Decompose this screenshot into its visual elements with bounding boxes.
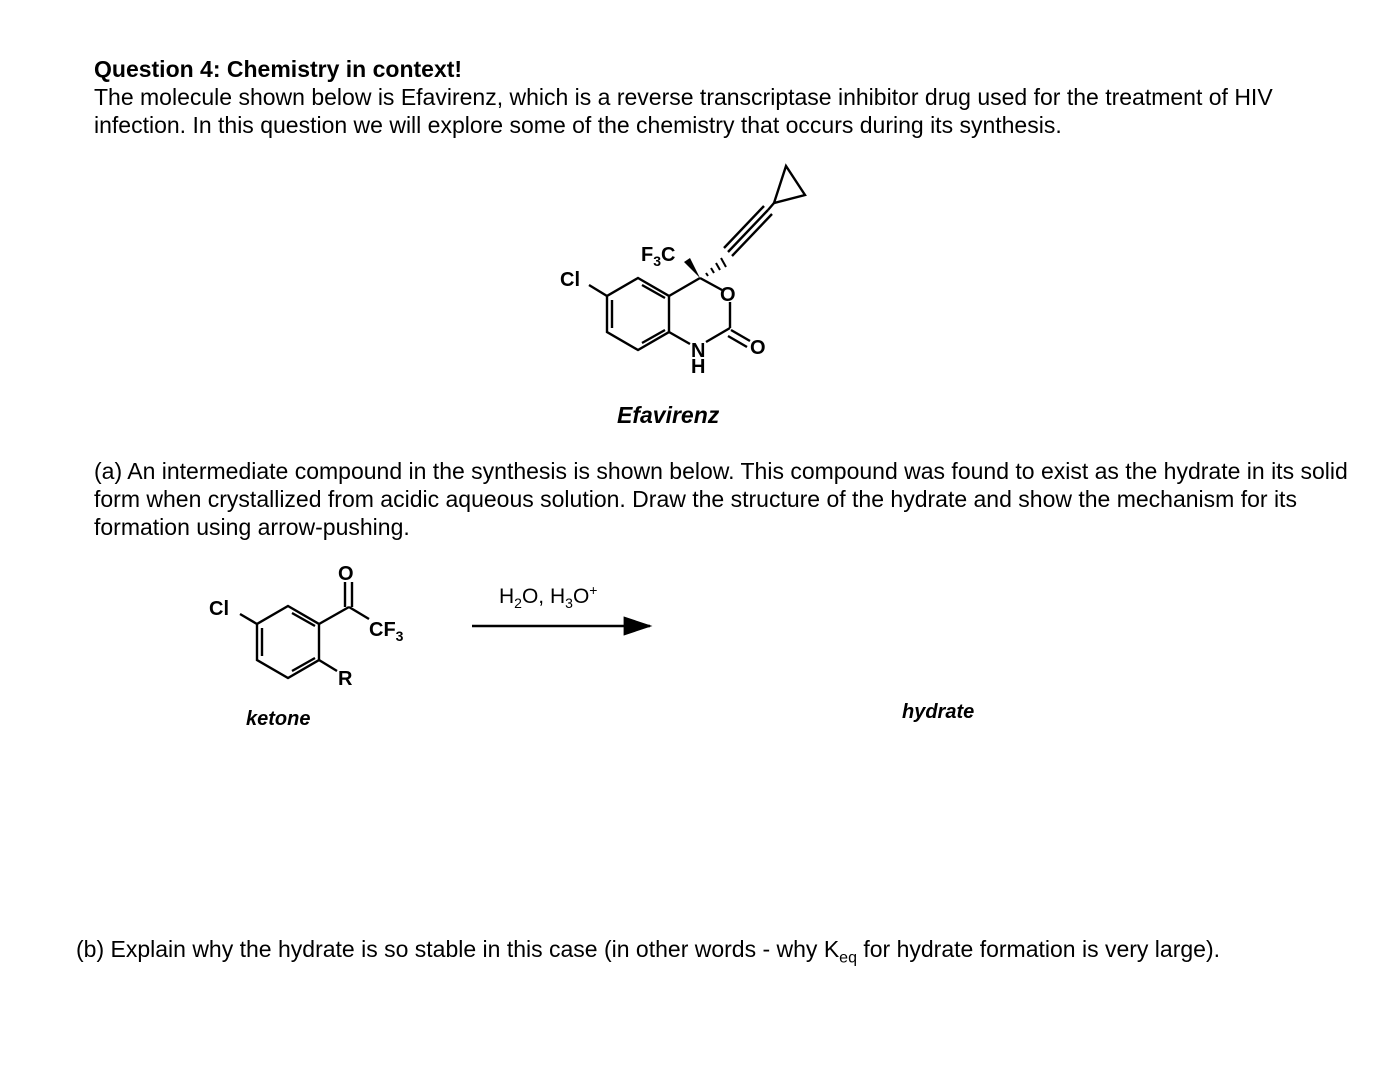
question-intro: The molecule shown below is Efavirenz, which is a reverse transcriptase inhibitor drug used for the treatment of HIV infection. In this question we will explore some of the chemistry that occurs during its synthesis. — [94, 84, 1273, 138]
hydrate-label: hydrate — [902, 701, 975, 723]
efavirenz-cl: Cl — [560, 269, 580, 291]
efavirenz-carbonyl-oxygen: O — [750, 337, 766, 359]
ketone-oxygen: O — [338, 563, 354, 585]
ketone-structure — [240, 582, 369, 678]
efavirenz-cf3: $F_3C$ — [641, 244, 676, 269]
ketone-r-group: R — [338, 668, 353, 690]
efavirenz-nitrogen: N — [691, 340, 706, 362]
efavirenz-ring-oxygen: O — [720, 284, 736, 306]
ketone-label: ketone — [246, 708, 311, 730]
wedge-bond — [684, 258, 700, 278]
efavirenz-hydrogen: H — [691, 356, 706, 378]
efavirenz-structure — [589, 166, 805, 350]
reaction-conditions: $H_2O$, $H_3O^+$ — [499, 582, 598, 611]
ketone-cf3: $CF_3$ — [369, 619, 404, 644]
question-title: Question 4: Chemistry in context! — [94, 56, 463, 82]
ketone-cl: Cl — [209, 598, 229, 620]
efavirenz-label: Efavirenz — [617, 402, 720, 428]
part-a-text: (a) An intermediate compound in the synthesis is shown below. This compound was found to exist as the hydrate in its solid form when crystallized from acidic aqueous solution. Draw the structure of the hydrate and show the mechanism for its formation using arrow-pushing. — [94, 458, 1348, 540]
part-b-text: (b) Explain why the hydrate is so stable in this case (in other words - why $K_{eq}$ for hydrate formation is very large). — [76, 936, 1220, 967]
